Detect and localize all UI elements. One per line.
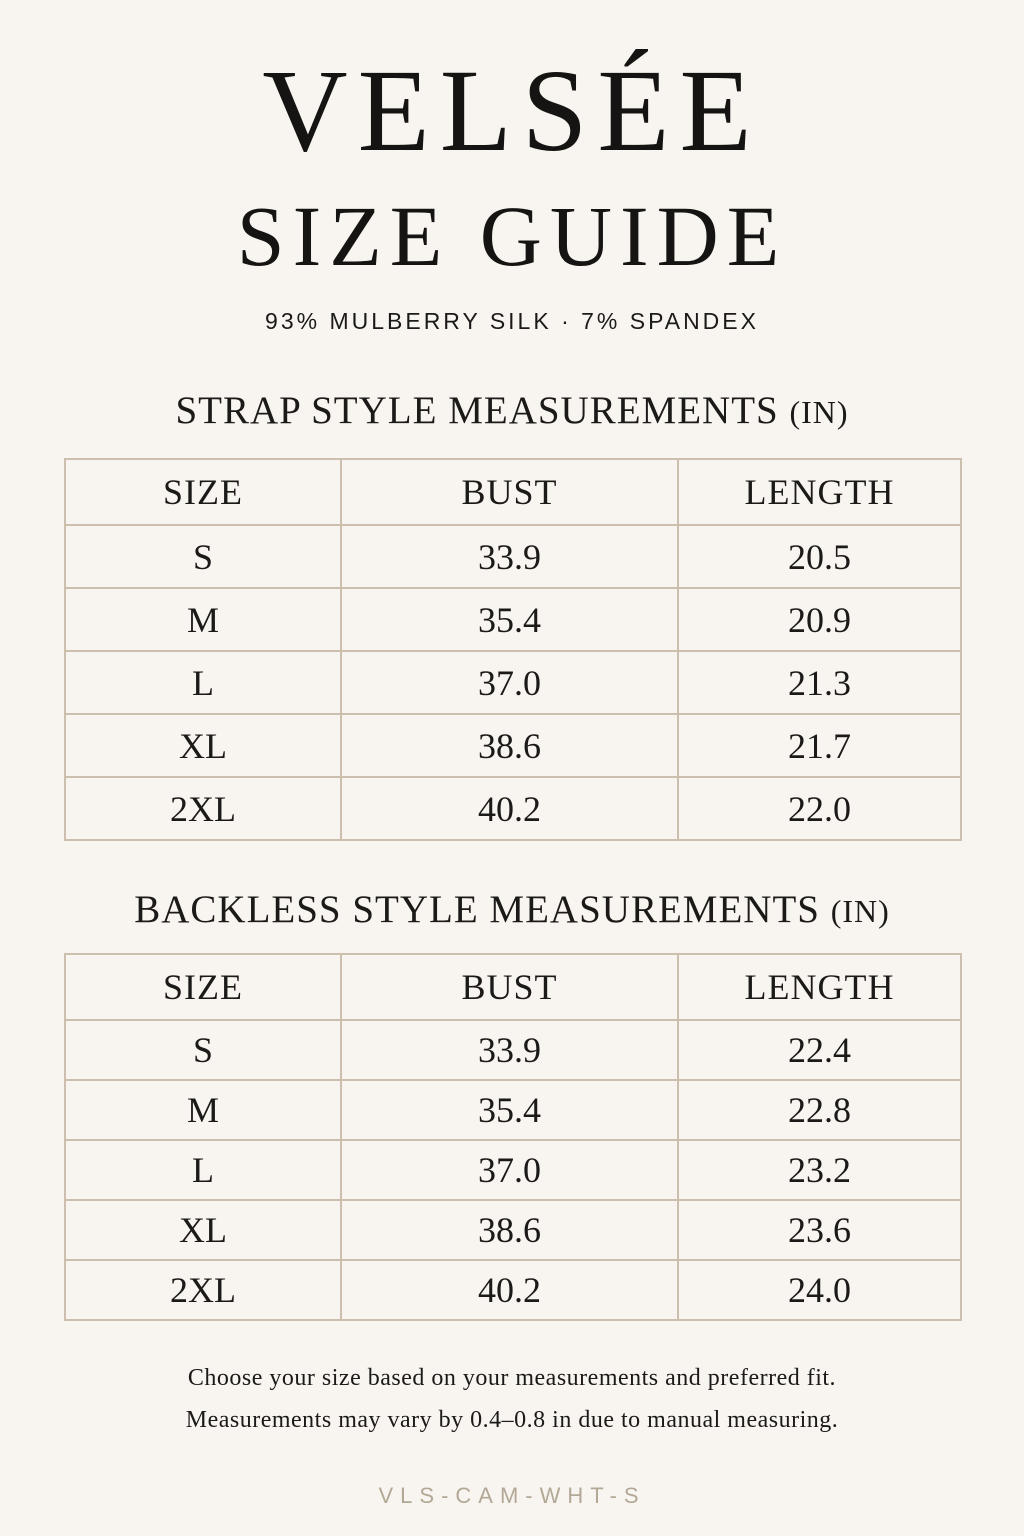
strap-size-table	[64, 458, 962, 841]
size-cell: L	[65, 1140, 341, 1200]
strap-heading-unit: (IN)	[789, 394, 849, 430]
table-row	[65, 1140, 961, 1200]
size-cell: XL	[65, 714, 341, 777]
length-cell: 22.4	[678, 1020, 961, 1080]
fabric-composition: 93% MULBERRY SILK · 7% SPANDEX	[265, 308, 759, 334]
backless-heading-text: BACKLESS STYLE MEASUREMENTS	[134, 888, 820, 931]
size-cell: L	[65, 651, 341, 714]
column-header-length: LENGTH	[678, 459, 961, 525]
bust-cell: 33.9	[341, 1020, 678, 1080]
size-cell: S	[65, 525, 341, 588]
size-cell: 2XL	[65, 777, 341, 840]
variance-note: Measurements may vary by 0.4–0.8 in due to manual measuring.	[185, 1407, 839, 1433]
table-row	[65, 588, 961, 651]
length-cell: 22.8	[678, 1080, 961, 1140]
backless-section-heading	[0, 887, 1024, 934]
column-header-size: SIZE	[65, 459, 341, 525]
table-row	[65, 525, 961, 588]
table-row	[65, 1080, 961, 1140]
table-row	[65, 777, 961, 840]
table-row	[65, 1200, 961, 1260]
bust-cell: 40.2	[341, 777, 678, 840]
sku-code: VLS-CAM-WHT-S	[378, 1483, 646, 1508]
bust-cell: 40.2	[341, 1260, 678, 1320]
column-header-bust: BUST	[341, 954, 678, 1020]
length-cell: 20.5	[678, 525, 961, 588]
table-row	[65, 714, 961, 777]
length-cell: 24.0	[678, 1260, 961, 1320]
column-header-bust: BUST	[341, 459, 678, 525]
size-cell: M	[65, 1080, 341, 1140]
strap-heading-text: STRAP STYLE MEASUREMENTS	[175, 389, 779, 432]
length-cell: 23.2	[678, 1140, 961, 1200]
bust-cell: 38.6	[341, 1200, 678, 1260]
length-cell: 21.3	[678, 651, 961, 714]
bust-cell: 35.4	[341, 588, 678, 651]
strap-section-heading	[0, 388, 1024, 435]
table-row	[65, 1020, 961, 1080]
column-header-length: LENGTH	[678, 954, 961, 1020]
length-cell: 23.6	[678, 1200, 961, 1260]
table-row	[65, 1260, 961, 1320]
bust-cell: 37.0	[341, 1140, 678, 1200]
backless-heading-unit: (IN)	[830, 893, 890, 929]
table-header-row	[65, 459, 961, 525]
bust-cell: 35.4	[341, 1080, 678, 1140]
size-cell: M	[65, 588, 341, 651]
column-header-size: SIZE	[65, 954, 341, 1020]
size-cell: XL	[65, 1200, 341, 1260]
bust-cell: 33.9	[341, 525, 678, 588]
size-cell: 2XL	[65, 1260, 341, 1320]
bust-cell: 38.6	[341, 714, 678, 777]
brand-logo: VELSÉE	[262, 45, 762, 176]
size-cell: S	[65, 1020, 341, 1080]
bust-cell: 37.0	[341, 651, 678, 714]
backless-size-table	[64, 953, 962, 1321]
page-title: SIZE GUIDE	[236, 188, 788, 284]
length-cell: 20.9	[678, 588, 961, 651]
fit-note: Choose your size based on your measurements and preferred fit.	[187, 1365, 837, 1391]
length-cell: 22.0	[678, 777, 961, 840]
table-header-row	[65, 954, 961, 1020]
length-cell: 21.7	[678, 714, 961, 777]
table-row	[65, 651, 961, 714]
